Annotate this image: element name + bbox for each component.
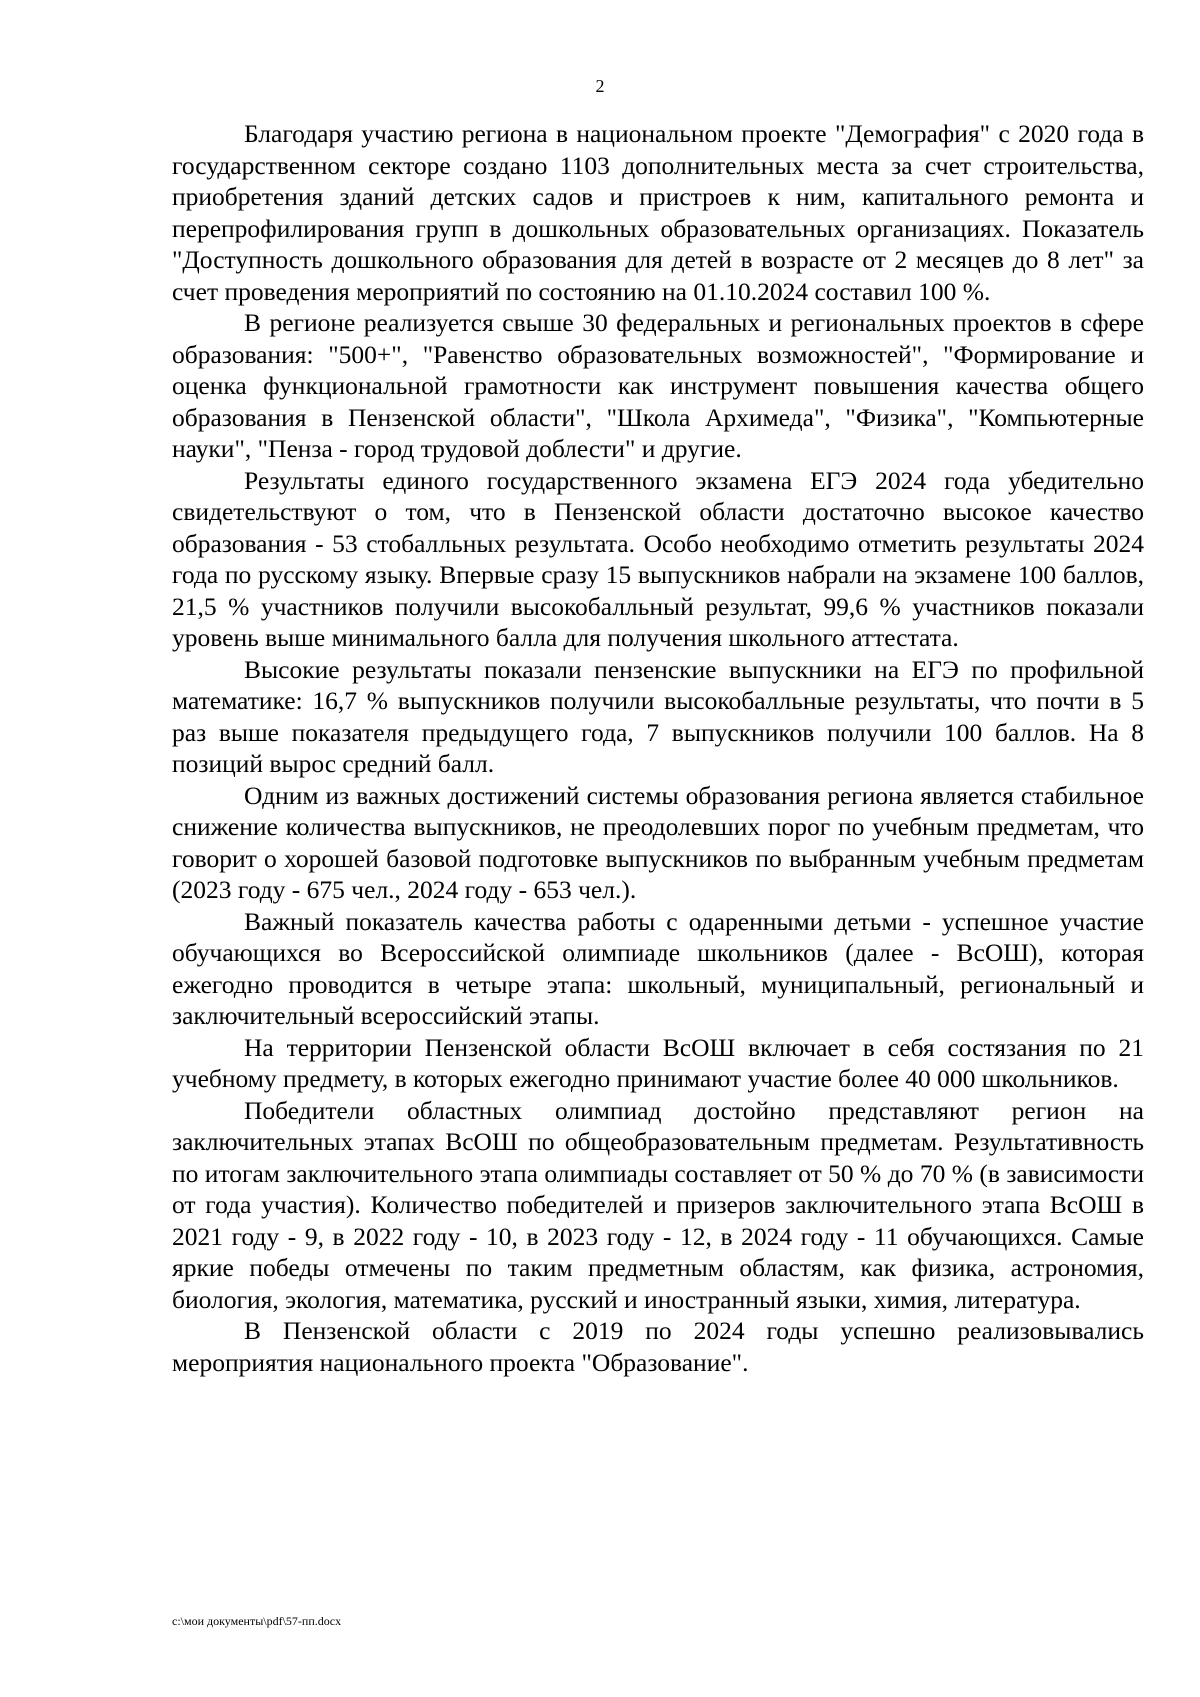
paragraph-math-results: Высокие результаты показали пензенские выпускники на ЕГЭ по профильной математике: 16,7 % выпускников получили высокобалльные результаты, что почти в 5 раз выше показателя предыдущего года, 7 выпускников получили 100 баллов. На 8 позиций вырос средний балл.: [172, 654, 1144, 778]
paragraph-threshold: Одним из важных достижений системы образования региона является стабильное снижение количества выпускников, не преодолевших порог по учебным предметам, что говорит о хорошей базовой подготовке выпускников по выбранным учебным предметам (2023 году - 675 чел., 2024 году - 653 чел.).: [172, 780, 1144, 904]
paragraph-demography: Благодаря участию региона в национальном проекте "Демография" с 2020 года в государственном секторе создано 1103 дополнительных места за счет строительства, приобретения зданий детских садов и пристроев к ним, капитального ремонта и перепрофилирования групп в дошкольных образовательных организациях. Показатель "Доступность дошкольного образования для детей в возрасте от 2 месяцев до 8 лет" за счет проведения мероприятий по состоянию на 01.10.2024 составил 100 %.: [172, 119, 1144, 306]
paragraph-projects: В регионе реализуется свыше 30 федеральных и региональных проектов в сфере образования: "500+", "Равенство образовательных возможностей", "Формирование и оценка функциональной грамотности как инструмент повышения качества общего образования в Пензенской области", "Школа Архимеда", "Физика", "Компьютерные науки", "Пенза - город трудовой доблести" и другие.: [172, 308, 1144, 463]
document-body: [172, 118, 1144, 1378]
paragraph-national-project: В Пензенской области с 2019 по 2024 годы успешно реализовывались мероприятия национального проекта "Образование".: [172, 1316, 1144, 1377]
page-number: 2: [595, 76, 605, 96]
paragraph-olympiad-scope: На территории Пензенской области ВсОШ включает в себя состязания по 21 учебному предмету, в которых ежегодно принимают участие более 40 000 школьников.: [172, 1032, 1144, 1093]
paragraph-olympiad-winners: Победители областных олимпиад достойно представляют регион на заключительных этапах ВсОШ по общеобразовательным предметам. Результативность по итогам заключительного этапа олимпиады составляет от 50 % до 70 % (в зависимости от года участия). Количество победителей и призеров заключительного этапа ВсОШ в 2021 году - 9, в 2022 году - 10, в 2023 году - 12, в 2024 году - 11 обучающихся. Самые яркие победы отмечены по таким предметным областям, как физика, астрономия, биология, экология, математика, русский и иностранный языки, химия, литература.: [172, 1095, 1144, 1314]
paragraph-ege-results: Результаты единого государственного экзамена ЕГЭ 2024 года убедительно свидетельствуют о том, что в Пензенской области достаточно высокое качество образования - 53 стобалльных результата. Особо необходимо отметить результаты 2024 года по русскому языку. Впервые сразу 15 выпускников набрали на экзамене 100 баллов, 21,5 % участников получили высокобалльный результат, 99,6 % участников показали уровень выше минимального балла для получения школьного аттестата.: [172, 465, 1144, 652]
paragraph-olympiad: Важный показатель качества работы с одаренными детьми - успешное участие обучающихся во Всероссийской олимпиаде школьников (далее - ВсОШ), которая ежегодно проводится в четыре этапа: школьный, муниципальный, региональный и заключительный всероссийский этапы.: [172, 906, 1144, 1030]
footer-file-path: c:\мои документы\pdf\57-пп.docx: [172, 1614, 342, 1628]
